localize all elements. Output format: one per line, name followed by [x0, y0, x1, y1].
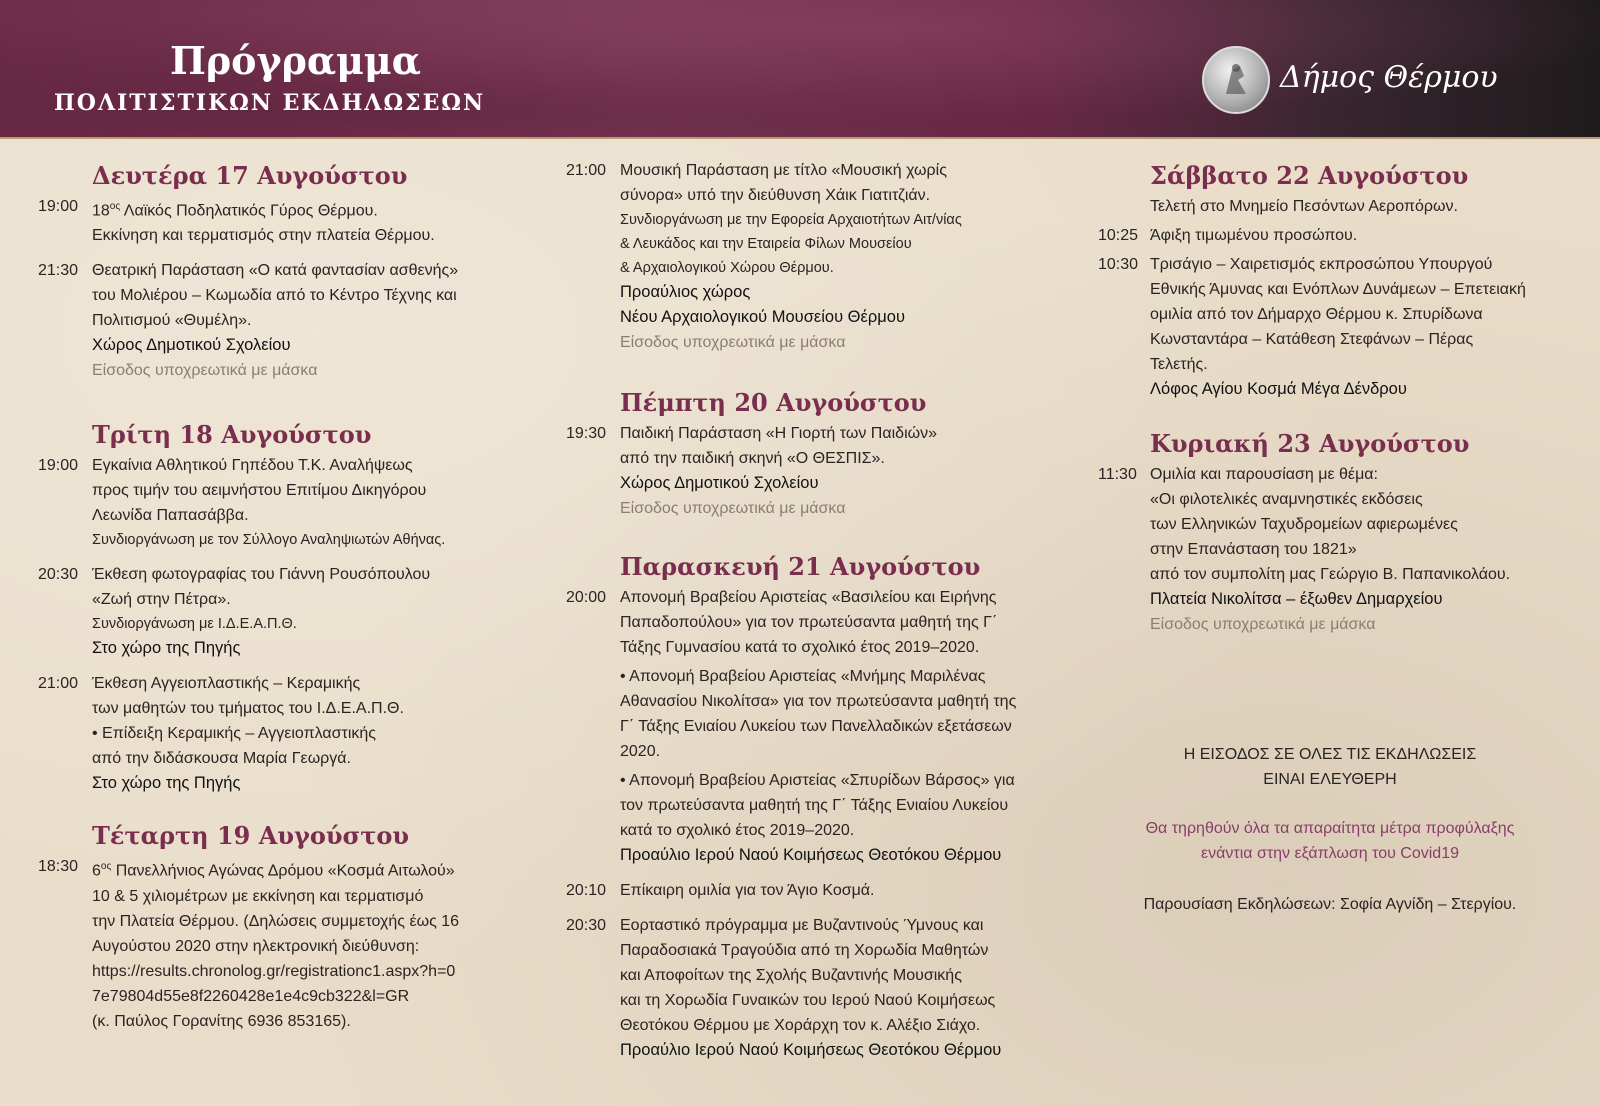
page-title: Πρόγραμμα	[170, 38, 421, 83]
event-venue: Προαύλιο Ιερού Ναού Κοιμήσεως Θεοτόκου Θέρμου	[620, 1041, 1002, 1059]
event-line: κατά το σχολικό έτος 2019–2020.	[620, 822, 855, 839]
event-time: 19:30	[566, 425, 607, 442]
event-line: Άφιξη τιμωμένου προσώπου.	[1150, 227, 1358, 244]
day-heading: Δευτέρα 17 Αυγούστου	[92, 161, 408, 190]
event-line: 2020.	[620, 743, 661, 760]
event-item	[1098, 252, 1558, 402]
day-heading: Τρίτη 18 Αυγούστου	[92, 420, 372, 450]
page-subtitle: ΠΟΛΙΤΙΣΤΙΚΩΝ ΕΚΔΗΛΩΣΕΩΝ	[54, 90, 486, 116]
event-line: «Ζωή στην Πέτρα».	[92, 591, 231, 609]
event-line: Μουσική Παράσταση με τίτλο «Μουσική χωρίς	[620, 162, 947, 179]
event-line: Επίκαιρη ομιλία για τον Άγιο Κοσμά.	[620, 882, 875, 899]
column-right	[1098, 160, 1558, 647]
event-time: 19:00	[38, 198, 79, 215]
event-time: 20:30	[566, 917, 607, 934]
event-item	[1098, 223, 1558, 248]
event-venue: Στο χώρο της Πηγής	[92, 774, 241, 793]
event-line: Έκθεση Αγγειοπλαστικής – Κεραμικής	[92, 675, 361, 693]
event-line: και Αποφοίτων της Σχολής Βυζαντινής Μουσικής	[620, 967, 962, 984]
event-line: Εγκαίνια Αθλητικού Γηπέδου Τ.Κ. Αναλήψεως	[92, 457, 413, 475]
municipality-logo-text: Δήμος Θέρμου	[1280, 60, 1498, 95]
event-venue: Λόφος Αγίου Κοσμά Μέγα Δένδρου	[1150, 380, 1407, 398]
event-time: 20:00	[566, 589, 607, 606]
event-line: • Απονομή Βραβείου Αριστείας «Σπυρίδων Βάρσος» για	[620, 772, 1015, 789]
event-line: τον πρωτεύσαντα μαθητή της Γ΄ Τάξης Ενιαίου Λυκείου	[620, 797, 1009, 814]
event-time: 21:00	[566, 162, 607, 179]
event-venue: Χώρος Δημοτικού Σχολείου	[620, 474, 819, 492]
event-line: «Οι φιλοτελικές αναμνηστικές εκδόσεις	[1150, 491, 1423, 508]
event-line: των Ελληνικών Ταχυδρομείων αφιερωμένες	[1150, 516, 1458, 533]
column-middle	[566, 158, 1036, 1073]
event-line: Παιδική Παράσταση «Η Γιορτή των Παιδιών»	[620, 425, 938, 442]
day-heading: Τέταρτη 19 Αυγούστου	[92, 821, 410, 851]
event-coorganizer: Συνδιοργάνωση με Ι.Δ.Ε.Α.Π.Θ.	[92, 616, 297, 633]
event-time: 20:30	[38, 566, 79, 584]
event-line: $6^{o\varsigma}$ Πανελλήνιος Αγώνας Δρόμου «Κοσμά Αιτωλού»	[92, 861, 455, 880]
event-item	[38, 194, 508, 248]
event-line: Κωνσταντάρα – Κατάθεση Στεφάνων – Πέρας	[1150, 331, 1474, 348]
event-line: Απονομή Βραβείου Αριστείας «Βασιλείου και Ειρήνης	[620, 589, 997, 606]
event-line: • Απονομή Βραβείου Αριστείας «Μνήμης Μαριλένας	[620, 668, 986, 685]
event-item	[566, 421, 1036, 521]
event-time: 10:30	[1098, 256, 1139, 273]
day-heading: Πέμπτη 20 Αυγούστου	[620, 388, 927, 417]
event-line: Παραδοσιακά Τραγούδια από τη Χορωδία Μαθητών	[620, 942, 989, 959]
event-line: του Μολιέρου – Κωμωδία από το Κέντρο Τέχνης και	[92, 287, 457, 305]
registration-url: https://results.chronolog.gr/registrationc1.aspx?h=0	[92, 962, 456, 980]
event-time: 20:10	[566, 882, 607, 899]
event-venue: Προαύλιο Ιερού Ναού Κοιμήσεως Θεοτόκου Θέρμου	[620, 846, 1002, 864]
event-line: Αθανασίου Νικολίτσα» για τον πρωτεύσαντα μαθητή της	[620, 693, 1017, 710]
free-entry-notice	[1100, 742, 1560, 792]
mask-notice: Είσοδος υποχρεωτικά με μάσκα	[1150, 616, 1376, 633]
event-time: 21:00	[38, 675, 79, 693]
event-line: Θεατρική Παράσταση «Ο κατά φαντασίαν ασθενής»	[92, 262, 459, 280]
event-venue: Στο χώρο της Πηγής	[92, 639, 241, 658]
event-time: 19:00	[38, 457, 79, 475]
event-venue: Νέου Αρχαιολογικού Μουσείου Θέρμου	[620, 308, 905, 326]
mask-notice: Είσοδος υποχρεωτικά με μάσκα	[620, 500, 846, 517]
event-item	[38, 671, 508, 796]
event-line: Λεωνίδα Παπασάββα.	[92, 507, 249, 525]
event-line: Αυγούστου 2020 στην ηλεκτρονική διεύθυνση:	[92, 937, 420, 955]
covid-notice	[1100, 816, 1560, 866]
event-line: $18^{o\varsigma}$ Λαϊκός Ποδηλατικός Γύρος Θέρμου.	[92, 201, 378, 220]
day-heading: Παρασκευή 21 Αυγούστου	[620, 552, 981, 581]
event-line: Τελετή στο Μνημείο Πεσόντων Αεροπόρων.	[1150, 198, 1458, 215]
presenter-line: Παρουσίαση Εκδηλώσεων: Σοφία Αγνίδη – Στεργίου.	[1143, 896, 1517, 913]
column-left	[38, 160, 508, 1044]
event-item	[566, 158, 1036, 355]
event-coorganizer: & Λευκάδος και την Εταιρεία Φίλων Μουσείου	[620, 236, 912, 252]
event-item	[38, 453, 508, 552]
event-line: Τάξης Γυμνασίου κατά το σχολικό έτος 2019–2020.	[620, 639, 980, 656]
event-line: από τον συμπολίτη μας Γεώργιο Β. Παπανικολάου.	[1150, 566, 1511, 583]
registration-url: 7e79804d55e8f2260428e1e4c9cb322&l=GR	[92, 987, 410, 1005]
event-contact: (κ. Παύλος Γορανίτης 6936 853165).	[92, 1012, 351, 1030]
event-line: των μαθητών του τμήματος του Ι.Δ.Ε.Α.Π.Θ.	[92, 700, 404, 718]
event-line: Πολιτισμού «Θυμέλη».	[92, 312, 252, 330]
event-line: • Επίδειξη Κεραμικής – Αγγειοπλαστικής	[92, 725, 377, 743]
notice-line: Θα τηρηθούν όλα τα απαραίτητα μέτρα προφύλαξης	[1145, 820, 1515, 837]
event-item	[38, 562, 508, 661]
event-coorganizer: Συνδιοργάνωση με την Εφορεία Αρχαιοτήτων Αιτ/νίας	[620, 212, 962, 228]
event-line: 10 & 5 χιλιομέτρων με εκκίνηση και τερματισμό	[92, 887, 424, 905]
event-item	[1098, 462, 1558, 637]
day-heading: Σάββατο 22 Αυγούστου	[1150, 161, 1469, 190]
event-line: από την παιδική σκηνή «Ο ΘΕΣΠΙΣ».	[620, 450, 885, 467]
event-line: ομιλία από τον Δήμαρχο Θέρμου κ. Σπυρίδωνα	[1150, 306, 1483, 323]
event-line: Εορταστικό πρόγραμμα με Βυζαντινούς Ύμνους και	[620, 917, 984, 934]
event-item	[566, 585, 1036, 868]
event-item	[566, 878, 1036, 903]
event-line: Παπαδοπούλου» για τον πρωτεύσαντα μαθητή της Γ΄	[620, 614, 998, 631]
notice-line: Η ΕΙΣΟΔΟΣ ΣΕ ΟΛΕΣ ΤΙΣ ΕΚΔΗΛΩΣΕΙΣ	[1183, 746, 1477, 763]
event-item	[38, 854, 508, 1033]
event-line: Τελετής.	[1150, 356, 1208, 373]
mask-notice: Είσοδος υποχρεωτικά με μάσκα	[92, 362, 318, 380]
notice-line: ενάντια στην εξάπλωση του Covid19	[1200, 845, 1459, 862]
event-venue: Πλατεία Νικολίτσα – έξωθεν Δημαρχείου	[1150, 590, 1443, 608]
event-line: από την διδάσκουσα Μαρία Γεωργά.	[92, 750, 351, 768]
event-line: σύνορα» υπό την διεύθυνση Χάικ Γιατιτζιάν.	[620, 187, 931, 204]
event-line: Εκκίνηση και τερματισμός στην πλατεία Θέρμου.	[92, 227, 435, 245]
event-line: στην Επανάσταση του 1821»	[1150, 541, 1357, 558]
event-line: Γ΄ Τάξης Ενιαίου Λυκείου των Πανελλαδικών εξετάσεων	[620, 718, 1012, 735]
presenter-credit	[1100, 892, 1560, 917]
coin-logo-icon	[1202, 46, 1270, 114]
event-line: Θεοτόκου Θέρμου με Χοράρχη τον κ. Αλέξιο Σιάχο.	[620, 1017, 981, 1034]
event-line: Τρισάγιο – Χαιρετισμός εκπροσώπου Υπουργού	[1150, 256, 1493, 273]
event-line: Ομιλία και παρουσίαση με θέμα:	[1150, 466, 1378, 483]
event-coorganizer: Συνδιοργάνωση με τον Σύλλογο Αναληψιωτών Αθήνας.	[92, 532, 446, 549]
event-venue: Προαύλιος χώρος	[620, 283, 751, 301]
event-time: 11:30	[1098, 466, 1137, 483]
event-time: 10:25	[1098, 227, 1139, 244]
event-venue: Χώρος Δημοτικού Σχολείου	[92, 336, 291, 355]
event-line: και τη Χορωδία Γυναικών του Ιερού Ναού Κοιμήσεως	[620, 992, 996, 1009]
mask-notice: Είσοδος υποχρεωτικά με μάσκα	[620, 334, 846, 351]
event-item	[566, 913, 1036, 1063]
event-line: προς τιμήν του αειμνήστου Επιτίμου Δικηγόρου	[92, 482, 427, 500]
event-coorganizer: & Αρχαιολογικού Χώρου Θέρμου.	[620, 260, 834, 276]
event-line: Εθνικής Άμυνας και Ενόπλων Δυνάμεων – Επετειακή	[1150, 281, 1526, 298]
event-item	[38, 258, 508, 383]
day-heading: Κυριακή 23 Αυγούστου	[1150, 429, 1470, 458]
event-line: Έκθεση φωτογραφίας του Γιάννη Ρουσόπουλου	[92, 566, 431, 584]
header-banner	[0, 0, 1600, 139]
event-time: 18:30	[38, 858, 79, 876]
event-time: 21:30	[38, 262, 79, 280]
notice-line: ΕΙΝΑΙ ΕΛΕΥΘΕΡΗ	[1263, 771, 1397, 788]
event-item	[1098, 194, 1558, 219]
event-line: την Πλατεία Θέρμου. (Δηλώσεις συμμετοχής έως 16	[92, 912, 460, 930]
